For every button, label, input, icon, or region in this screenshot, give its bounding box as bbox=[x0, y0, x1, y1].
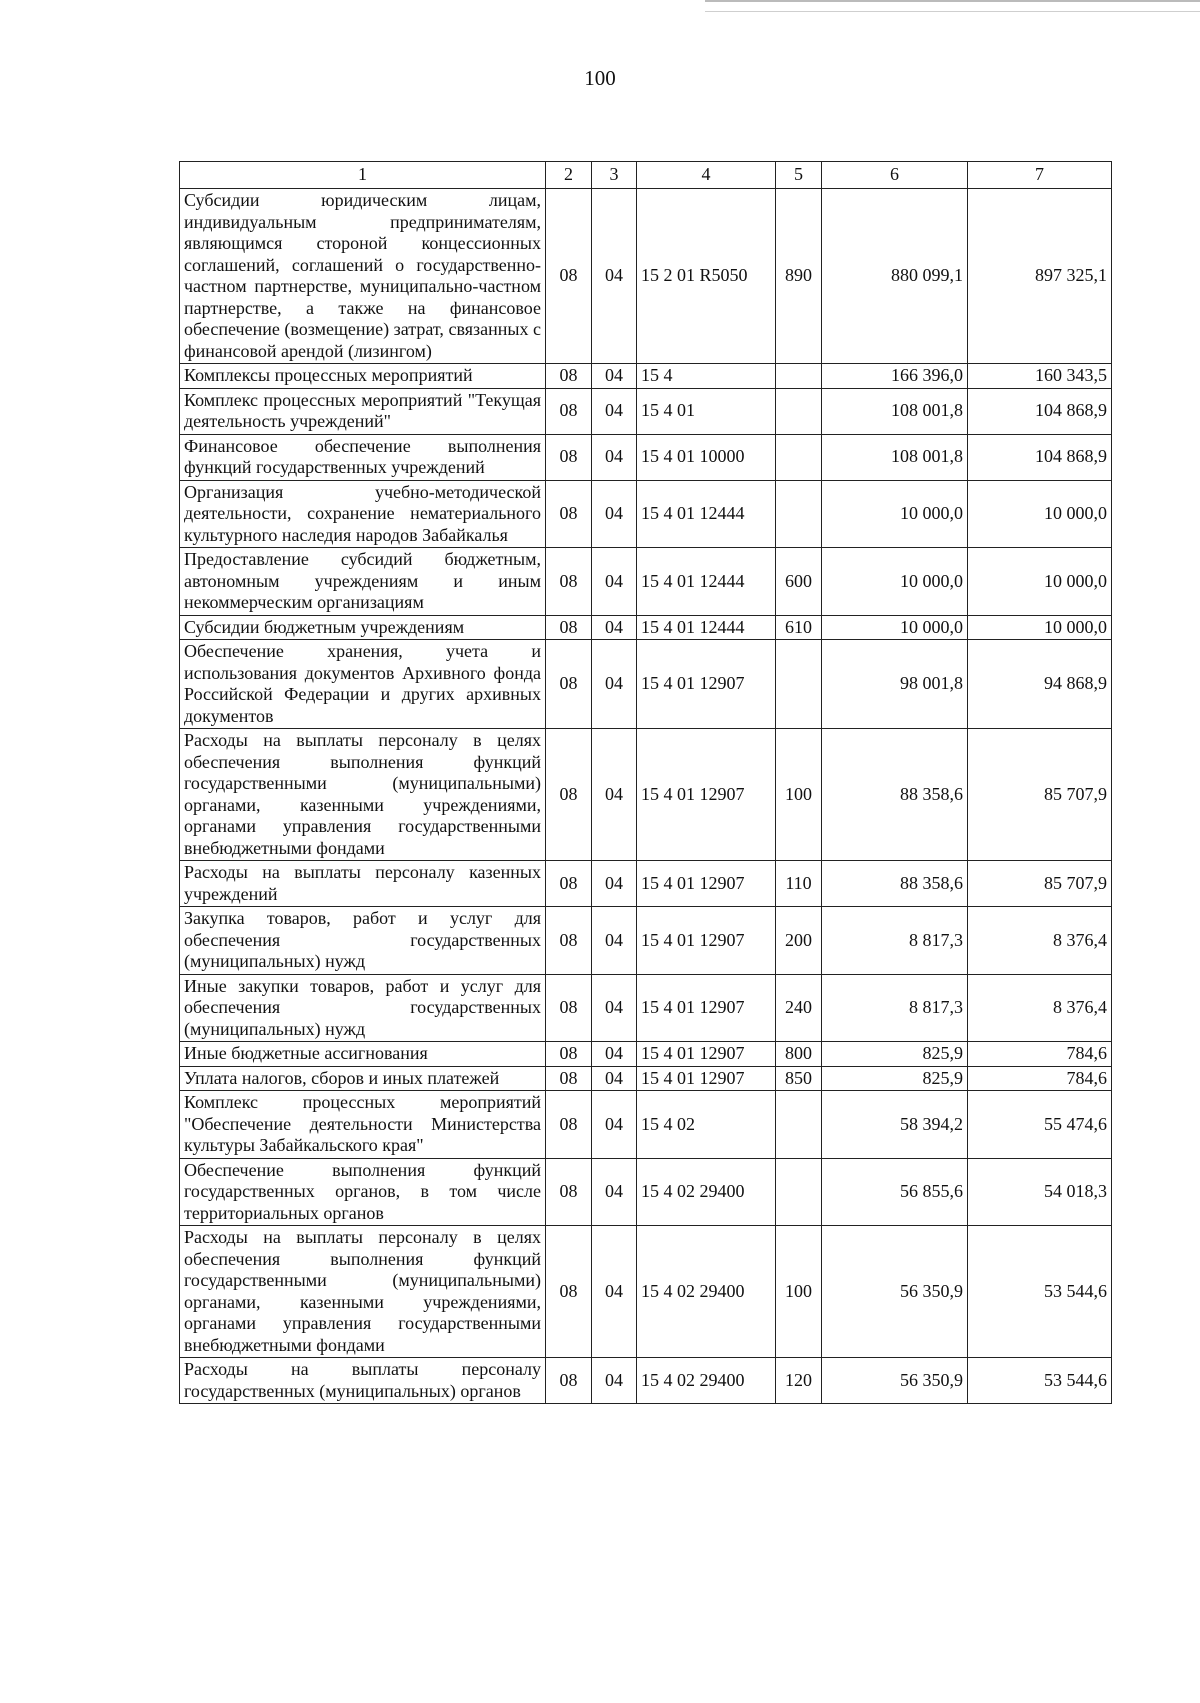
header-col-3: 3 bbox=[592, 162, 637, 189]
row-amount-1-cell: 88 358,6 bbox=[822, 729, 968, 861]
row-subsection-cell: 04 bbox=[592, 1066, 637, 1091]
row-name-cell: Комплексы процессных мероприятий bbox=[180, 364, 546, 389]
row-name-cell: Организация учебно-методической деятельности, сохранение нематериального культурного наследия народов Забайкалья bbox=[180, 480, 546, 548]
row-target-article-cell: 15 4 01 bbox=[637, 388, 776, 434]
header-col-1: 1 bbox=[180, 162, 546, 189]
row-expense-type-cell: 100 bbox=[776, 1226, 822, 1358]
row-amount-1-cell: 166 396,0 bbox=[822, 364, 968, 389]
row-section-cell: 08 bbox=[546, 548, 592, 616]
row-target-article-cell: 15 4 02 bbox=[637, 1091, 776, 1159]
row-subsection-cell: 04 bbox=[592, 480, 637, 548]
row-target-article-cell: 15 2 01 R5050 bbox=[637, 189, 776, 364]
table-row bbox=[180, 1226, 1112, 1358]
table-row bbox=[180, 974, 1112, 1042]
scan-edge-line bbox=[705, 0, 1200, 2]
row-section-cell: 08 bbox=[546, 480, 592, 548]
row-subsection-cell: 04 bbox=[592, 861, 637, 907]
row-subsection-cell: 04 bbox=[592, 364, 637, 389]
row-expense-type-cell: 890 bbox=[776, 189, 822, 364]
row-amount-2-cell: 784,6 bbox=[968, 1066, 1112, 1091]
row-amount-1-cell: 58 394,2 bbox=[822, 1091, 968, 1159]
table-row bbox=[180, 907, 1112, 975]
row-section-cell: 08 bbox=[546, 861, 592, 907]
row-expense-type-cell: 600 bbox=[776, 548, 822, 616]
row-subsection-cell: 04 bbox=[592, 729, 637, 861]
row-section-cell: 08 bbox=[546, 434, 592, 480]
row-amount-1-cell: 825,9 bbox=[822, 1042, 968, 1067]
row-expense-type-cell: 850 bbox=[776, 1066, 822, 1091]
table-row bbox=[180, 434, 1112, 480]
row-amount-1-cell: 10 000,0 bbox=[822, 480, 968, 548]
header-col-2: 2 bbox=[546, 162, 592, 189]
row-section-cell: 08 bbox=[546, 1091, 592, 1159]
row-name-cell: Обеспечение хранения, учета и использования документов Архивного фонда Российской Федерации и других архивных документов bbox=[180, 640, 546, 729]
row-expense-type-cell: 800 bbox=[776, 1042, 822, 1067]
row-amount-1-cell: 8 817,3 bbox=[822, 974, 968, 1042]
row-section-cell: 08 bbox=[546, 615, 592, 640]
row-target-article-cell: 15 4 01 12907 bbox=[637, 1042, 776, 1067]
table-header bbox=[180, 162, 1112, 189]
row-amount-2-cell: 54 018,3 bbox=[968, 1158, 1112, 1226]
row-subsection-cell: 04 bbox=[592, 1158, 637, 1226]
row-name-cell: Финансовое обеспечение выполнения функций государственных учреждений bbox=[180, 434, 546, 480]
row-amount-2-cell: 784,6 bbox=[968, 1042, 1112, 1067]
row-name-cell: Расходы на выплаты персоналу казенных учреждений bbox=[180, 861, 546, 907]
row-amount-1-cell: 8 817,3 bbox=[822, 907, 968, 975]
row-amount-2-cell: 85 707,9 bbox=[968, 729, 1112, 861]
row-amount-2-cell: 55 474,6 bbox=[968, 1091, 1112, 1159]
row-subsection-cell: 04 bbox=[592, 640, 637, 729]
row-name-cell: Комплекс процессных мероприятий "Обеспечение деятельности Министерства культуры Забайкальского края" bbox=[180, 1091, 546, 1159]
row-expense-type-cell bbox=[776, 640, 822, 729]
row-target-article-cell: 15 4 01 12907 bbox=[637, 729, 776, 861]
row-amount-1-cell: 10 000,0 bbox=[822, 615, 968, 640]
row-section-cell: 08 bbox=[546, 189, 592, 364]
row-amount-2-cell: 10 000,0 bbox=[968, 615, 1112, 640]
row-subsection-cell: 04 bbox=[592, 974, 637, 1042]
row-section-cell: 08 bbox=[546, 364, 592, 389]
row-amount-1-cell: 56 350,9 bbox=[822, 1226, 968, 1358]
row-expense-type-cell bbox=[776, 434, 822, 480]
row-name-cell: Закупка товаров, работ и услуг для обеспечения государственных (муниципальных) нужд bbox=[180, 907, 546, 975]
row-target-article-cell: 15 4 01 12907 bbox=[637, 1066, 776, 1091]
row-target-article-cell: 15 4 02 29400 bbox=[637, 1226, 776, 1358]
page-number: 100 bbox=[584, 66, 616, 90]
row-expense-type-cell bbox=[776, 388, 822, 434]
row-section-cell: 08 bbox=[546, 974, 592, 1042]
budget-table bbox=[179, 161, 1112, 1404]
row-name-cell: Уплата налогов, сборов и иных платежей bbox=[180, 1066, 546, 1091]
table-row bbox=[180, 615, 1112, 640]
row-amount-2-cell: 10 000,0 bbox=[968, 548, 1112, 616]
table-row bbox=[180, 861, 1112, 907]
row-subsection-cell: 04 bbox=[592, 1091, 637, 1159]
row-amount-1-cell: 88 358,6 bbox=[822, 861, 968, 907]
row-expense-type-cell bbox=[776, 1158, 822, 1226]
header-row bbox=[180, 162, 1112, 189]
row-expense-type-cell bbox=[776, 480, 822, 548]
header-col-6: 6 bbox=[822, 162, 968, 189]
row-target-article-cell: 15 4 01 12444 bbox=[637, 548, 776, 616]
row-target-article-cell: 15 4 02 29400 bbox=[637, 1358, 776, 1404]
table-row bbox=[180, 729, 1112, 861]
row-target-article-cell: 15 4 01 12907 bbox=[637, 907, 776, 975]
row-amount-2-cell: 10 000,0 bbox=[968, 480, 1112, 548]
row-subsection-cell: 04 bbox=[592, 1042, 637, 1067]
table-row bbox=[180, 1066, 1112, 1091]
row-section-cell: 08 bbox=[546, 1158, 592, 1226]
row-amount-2-cell: 8 376,4 bbox=[968, 974, 1112, 1042]
row-expense-type-cell bbox=[776, 364, 822, 389]
row-target-article-cell: 15 4 01 12907 bbox=[637, 974, 776, 1042]
row-name-cell: Расходы на выплаты персоналу в целях обеспечения выполнения функций государственными (муниципальными) органами, казенными учреждениями, органами управления государственными внебюджетными фондами bbox=[180, 729, 546, 861]
row-amount-1-cell: 825,9 bbox=[822, 1066, 968, 1091]
row-expense-type-cell: 100 bbox=[776, 729, 822, 861]
row-name-cell: Обеспечение выполнения функций государственных органов, в том числе территориальных органов bbox=[180, 1158, 546, 1226]
row-target-article-cell: 15 4 bbox=[637, 364, 776, 389]
row-amount-1-cell: 108 001,8 bbox=[822, 388, 968, 434]
row-section-cell: 08 bbox=[546, 1042, 592, 1067]
table-row bbox=[180, 1358, 1112, 1404]
row-expense-type-cell: 200 bbox=[776, 907, 822, 975]
row-amount-2-cell: 160 343,5 bbox=[968, 364, 1112, 389]
row-subsection-cell: 04 bbox=[592, 189, 637, 364]
header-col-5: 5 bbox=[776, 162, 822, 189]
row-subsection-cell: 04 bbox=[592, 548, 637, 616]
row-target-article-cell: 15 4 01 12907 bbox=[637, 640, 776, 729]
scan-edge-line bbox=[705, 11, 1200, 12]
row-amount-1-cell: 56 855,6 bbox=[822, 1158, 968, 1226]
row-expense-type-cell: 110 bbox=[776, 861, 822, 907]
row-expense-type-cell: 240 bbox=[776, 974, 822, 1042]
table-row bbox=[180, 480, 1112, 548]
row-target-article-cell: 15 4 01 12444 bbox=[637, 480, 776, 548]
row-section-cell: 08 bbox=[546, 640, 592, 729]
row-name-cell: Иные закупки товаров, работ и услуг для обеспечения государственных (муниципальных) нужд bbox=[180, 974, 546, 1042]
table-row bbox=[180, 640, 1112, 729]
row-amount-2-cell: 53 544,6 bbox=[968, 1226, 1112, 1358]
row-amount-1-cell: 108 001,8 bbox=[822, 434, 968, 480]
table-row bbox=[180, 1091, 1112, 1159]
row-section-cell: 08 bbox=[546, 1066, 592, 1091]
row-amount-2-cell: 94 868,9 bbox=[968, 640, 1112, 729]
row-amount-2-cell: 85 707,9 bbox=[968, 861, 1112, 907]
row-section-cell: 08 bbox=[546, 907, 592, 975]
row-section-cell: 08 bbox=[546, 388, 592, 434]
table-row bbox=[180, 364, 1112, 389]
row-section-cell: 08 bbox=[546, 1358, 592, 1404]
row-amount-2-cell: 104 868,9 bbox=[968, 388, 1112, 434]
row-name-cell: Комплекс процессных мероприятий "Текущая деятельность учреждений" bbox=[180, 388, 546, 434]
row-subsection-cell: 04 bbox=[592, 388, 637, 434]
row-expense-type-cell: 610 bbox=[776, 615, 822, 640]
row-subsection-cell: 04 bbox=[592, 1226, 637, 1358]
row-section-cell: 08 bbox=[546, 1226, 592, 1358]
row-target-article-cell: 15 4 02 29400 bbox=[637, 1158, 776, 1226]
row-section-cell: 08 bbox=[546, 729, 592, 861]
row-target-article-cell: 15 4 01 12907 bbox=[637, 861, 776, 907]
row-amount-1-cell: 880 099,1 bbox=[822, 189, 968, 364]
row-name-cell: Расходы на выплаты персоналу в целях обеспечения выполнения функций государственными (муниципальными) органами, казенными учреждениями, органами управления государственными внебюджетными фондами bbox=[180, 1226, 546, 1358]
row-name-cell: Субсидии бюджетным учреждениям bbox=[180, 615, 546, 640]
row-subsection-cell: 04 bbox=[592, 434, 637, 480]
header-col-4: 4 bbox=[637, 162, 776, 189]
table-body bbox=[180, 189, 1112, 1404]
row-amount-1-cell: 98 001,8 bbox=[822, 640, 968, 729]
row-subsection-cell: 04 bbox=[592, 907, 637, 975]
header-col-7: 7 bbox=[968, 162, 1112, 189]
row-amount-2-cell: 53 544,6 bbox=[968, 1358, 1112, 1404]
table-row bbox=[180, 1158, 1112, 1226]
row-expense-type-cell: 120 bbox=[776, 1358, 822, 1404]
table-row bbox=[180, 388, 1112, 434]
table-row bbox=[180, 1042, 1112, 1067]
row-name-cell: Иные бюджетные ассигнования bbox=[180, 1042, 546, 1067]
row-name-cell: Предоставление субсидий бюджетным, автономным учреждениям и иным некоммерческим организациям bbox=[180, 548, 546, 616]
row-target-article-cell: 15 4 01 10000 bbox=[637, 434, 776, 480]
row-amount-2-cell: 897 325,1 bbox=[968, 189, 1112, 364]
table-row bbox=[180, 189, 1112, 364]
row-expense-type-cell bbox=[776, 1091, 822, 1159]
row-amount-1-cell: 10 000,0 bbox=[822, 548, 968, 616]
row-name-cell: Субсидии юридическим лицам, индивидуальным предпринимателям, являющимся стороной концессионных соглашений, соглашений о государственно-частном партнерстве, муниципально-частном партнерстве, а также на финансовое обеспечение (возмещение) затрат, связанных с финансовой арендой (лизингом) bbox=[180, 189, 546, 364]
row-amount-1-cell: 56 350,9 bbox=[822, 1358, 968, 1404]
table-row bbox=[180, 548, 1112, 616]
row-amount-2-cell: 104 868,9 bbox=[968, 434, 1112, 480]
row-subsection-cell: 04 bbox=[592, 1358, 637, 1404]
row-amount-2-cell: 8 376,4 bbox=[968, 907, 1112, 975]
row-target-article-cell: 15 4 01 12444 bbox=[637, 615, 776, 640]
row-subsection-cell: 04 bbox=[592, 615, 637, 640]
row-name-cell: Расходы на выплаты персоналу государственных (муниципальных) органов bbox=[180, 1358, 546, 1404]
